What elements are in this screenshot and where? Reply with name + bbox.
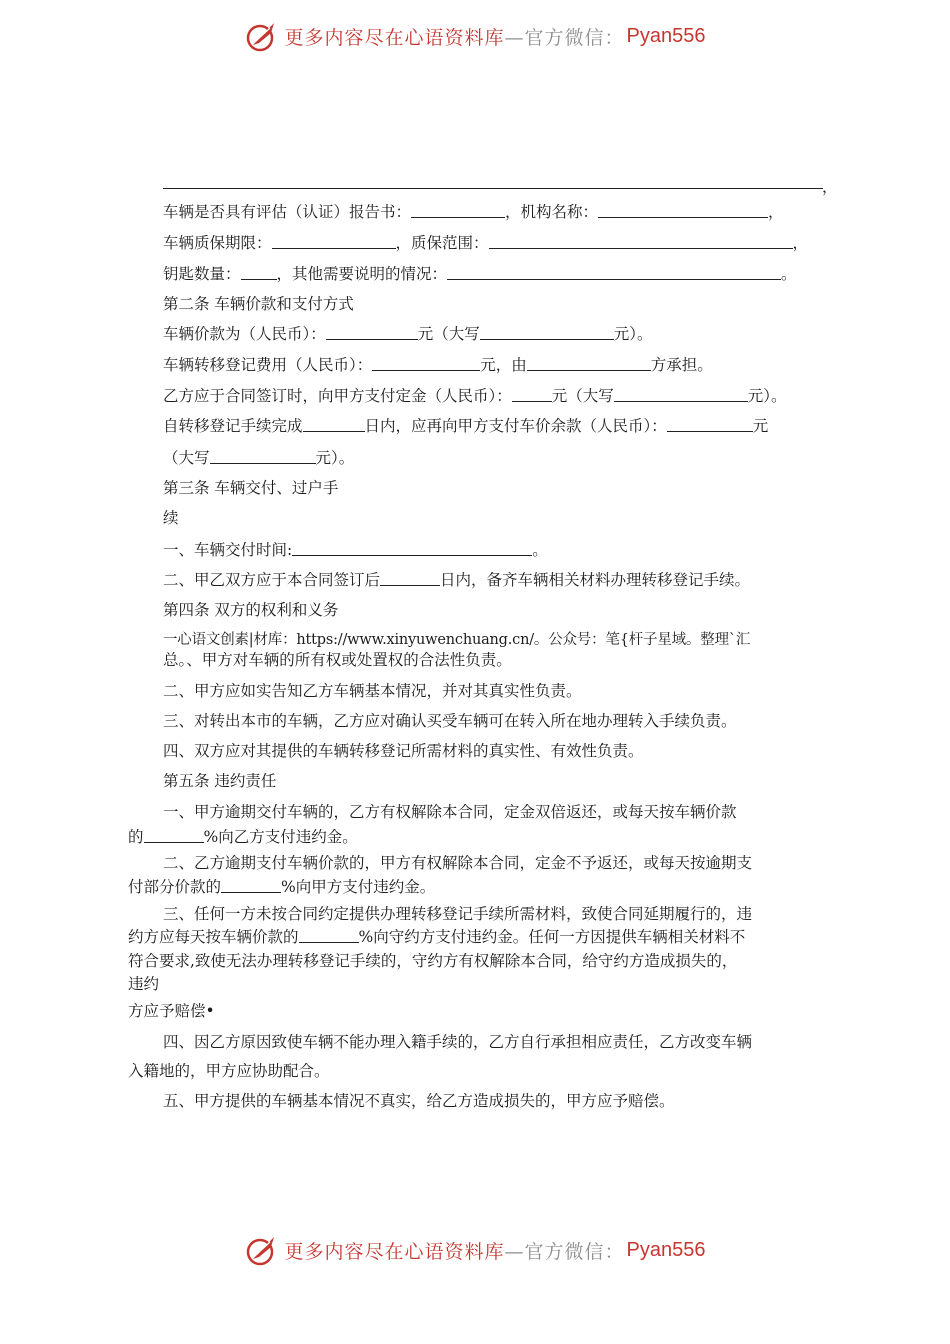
doc-line: 一、车辆交付时间: 。 [163,541,548,559]
article-heading: 第三条 车辆交付、过户手 [163,479,339,497]
article-heading: 第二条 车辆价款和支付方式 [163,295,354,313]
doc-line: 乙方应于合同签订时，向甲方支付定金（人民币）： 元（大写 元）。 [163,387,787,405]
watermark-title: 更多内容尽在心语资料库 [284,1240,505,1263]
doc-text: 五、甲方提供的车辆基本情况不真实，给乙方造成损失的，甲方应予赔偿。 [163,1092,675,1110]
doc-text: 违约 [128,975,160,993]
doc-line: 车辆是否具有评估（认证）报告书： ，机构名称： ， [163,203,784,221]
doc-text: 二、乙方逾期支付车辆价款的，甲方有权解除本合同，定金不予返还，或每天按逾期支 [163,854,753,872]
doc-text: 三、对转出本市的车辆，乙方应对确认买受车辆可在转入所在地办理转入手续负责。 [163,712,737,730]
doc-text: 一心语文创素|材库：https://www.xinyuwenchuang.cn/。公众号：笔{杆子星域。整理`汇 [163,632,751,648]
quill-logo-icon [245,19,279,53]
doc-text: 符合要求,致使无法办理转移登记手续的，守约方有权解除本合同，给守约方造成损失的， [128,952,738,970]
doc-text: 三、任何一方未按合同约定提供办理转移登记手续所需材料，致使合同延期履行的，违 [163,905,753,923]
doc-line: 车辆转移登记费用（人民币）： 元，由 方承担。 [163,356,713,374]
doc-text: ， [822,178,838,196]
doc-line: 约方应每天按车辆价款的 %向守约方支付违约金。任何一方因提供车辆相关材料不 [128,928,746,946]
watermark-title: 更多内容尽在心语资料库 [284,26,505,49]
watermark-label: —官方微信： [504,1240,625,1263]
watermark-wechat-id: Pyan556 [626,24,706,47]
doc-line: 车辆价款为（人民币）： 元（大写 元）。 [163,325,653,343]
doc-text: 方应予赔偿• [128,1002,215,1020]
doc-text: 二、甲方应如实告知乙方车辆基本情况，并对其真实性负责。 [163,682,582,700]
article-heading: 第五条 违约责任 [163,772,277,790]
quill-logo-icon [245,1233,279,1267]
doc-text: 一、甲方逾期交付车辆的，乙方有权解除本合同，定金双倍返还，或每天按车辆价款 [163,803,737,821]
doc-text: 四、因乙方原因致使车辆不能办理入籍手续的，乙方自行承担相应责任，乙方改变车辆 [163,1033,753,1051]
article-heading: 续 [163,509,179,527]
doc-line: 二、甲乙双方应于本合同签订后 日内，备齐车辆相关材料办理转移登记手续。 [163,571,751,589]
watermark-label: —官方微信： [504,26,625,49]
doc-line: 的 %向乙方支付违约金。 [128,828,358,846]
doc-line: 钥匙数量： ，其他需要说明的情况： 。 [163,265,797,283]
doc-text: 四、双方应对其提供的车辆转移登记所需材料的真实性、有效性负责。 [163,742,644,760]
doc-line: （大写 元）。 [163,449,355,467]
fill-line [163,188,823,189]
header-watermark [0,16,950,56]
doc-line: 自转移登记手续完成 日内，应再向甲方支付车价余款（人民币）： 元 [163,417,769,435]
doc-line: 车辆质保期限： ，质保范围： ， [163,234,809,252]
doc-text: 入籍地的，甲方应协助配合。 [128,1062,330,1080]
article-heading: 第四条 双方的权利和义务 [163,601,339,619]
doc-line: 付部分价款的 %向甲方支付违约金。 [128,878,436,896]
footer-watermark [0,1230,950,1270]
watermark-wechat-id: Pyan556 [626,1238,706,1261]
doc-text: 总。、甲方对车辆的所有权或处置权的合法性负责。 [163,651,512,669]
